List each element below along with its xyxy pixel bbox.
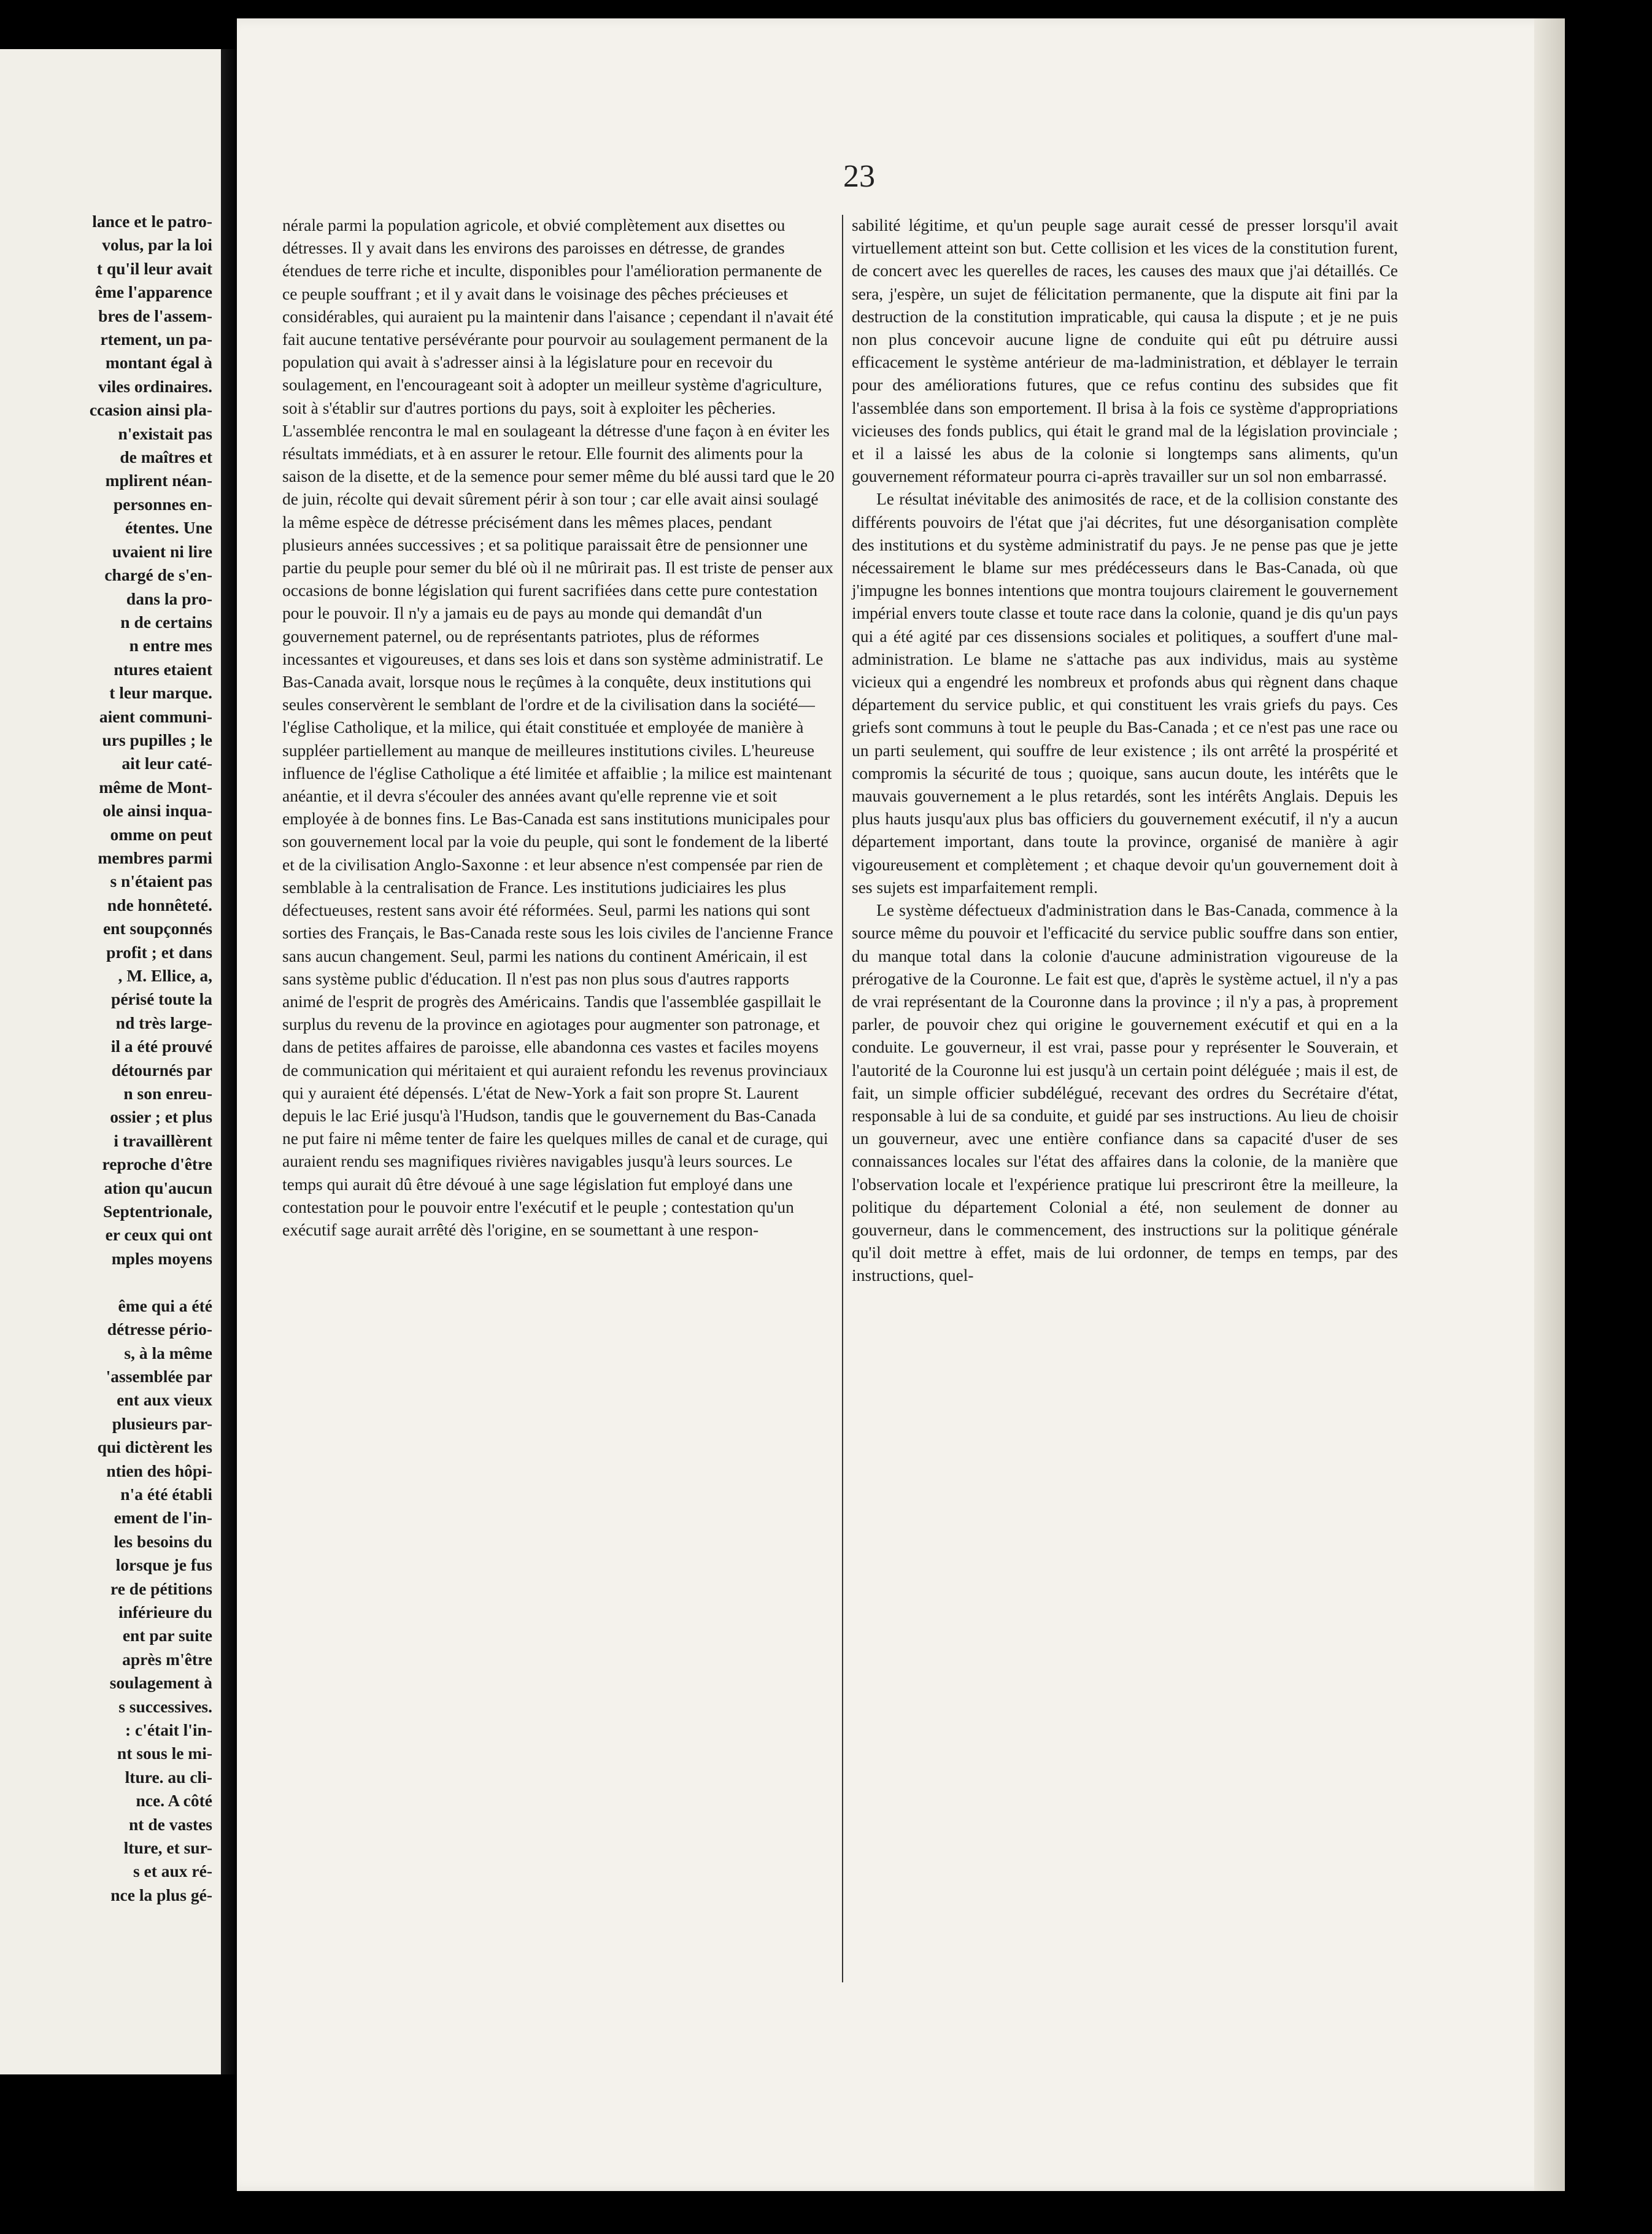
left-fragment-line: n'a été établi bbox=[120, 1484, 212, 1504]
left-fragment-line: ole ainsi inqua- bbox=[102, 801, 212, 821]
left-fragment-line: i travaillèrent bbox=[114, 1131, 212, 1150]
left-fragment-line: les besoins du bbox=[114, 1531, 212, 1551]
left-fragment-line: Septentrionale, bbox=[103, 1202, 212, 1221]
left-fragment-line: ntien des hôpi- bbox=[106, 1461, 212, 1480]
gutter-shadow bbox=[221, 49, 238, 2074]
left-fragment-line: lture, et sur- bbox=[123, 1838, 212, 1858]
text-column-left bbox=[282, 214, 835, 1241]
left-fragment-line: omme on peut bbox=[110, 824, 212, 844]
left-fragment-line: n son enreu- bbox=[123, 1084, 212, 1103]
left-fragment-line: s et aux ré- bbox=[133, 1861, 212, 1881]
left-fragment-line: n de certains bbox=[120, 612, 212, 632]
left-fragment-line: bres de l'assem- bbox=[98, 306, 212, 325]
text-column-right bbox=[852, 214, 1398, 1287]
left-fragment-line: dans la pro- bbox=[126, 589, 212, 608]
left-fragment-line: étentes. Une bbox=[125, 518, 212, 538]
left-fragment-line: lance et le patro- bbox=[92, 212, 212, 231]
left-fragment-line: ccasion ainsi pla- bbox=[89, 400, 212, 420]
page-edge bbox=[1534, 18, 1565, 2191]
left-fragment-line: ent aux vieux bbox=[117, 1390, 212, 1410]
left-page-fragment bbox=[0, 49, 221, 2074]
left-fragment-line: ême qui a été bbox=[118, 1296, 212, 1315]
left-fragment-line: mplirent néan- bbox=[105, 471, 212, 490]
left-fragment-line: chargé de s'en- bbox=[104, 565, 212, 585]
left-fragment-line: lture. au cli- bbox=[125, 1767, 212, 1787]
left-fragment-line: ement de l'in- bbox=[114, 1508, 212, 1528]
left-fragment-line: personnes en- bbox=[113, 494, 212, 514]
left-fragment-line: , M. Ellice, a, bbox=[118, 966, 212, 985]
left-fragment-line: ent par suite bbox=[122, 1626, 212, 1645]
left-fragment-line: nce la plus gé- bbox=[110, 1885, 212, 1904]
left-fragment-line: inférieure du bbox=[118, 1602, 212, 1621]
left-fragment-line: rtement, un pa- bbox=[100, 330, 212, 349]
column-rule bbox=[842, 215, 843, 1982]
paragraph: sabilité légitime, et qu'un peuple sage aurait cessé de presser lorsqu'il avait virtuellement atteint son but. Cette collision et les vices de la constitution furent, de concert avec les querelles de races, les causes des maux que j'ai détaillés. Ce sera, j'espère, un sujet de félicitation permanente, que la dispute ait fini par la destruction de la constitution impraticable, qui causa la dispute ; et je ne puis non plus concevoir aucune ligne de conduite qui eût pu détruire aussi efficacement le système antérieur de ma-ladministration, et déblayer le terrain pour des améliorations futures, que ce refus continu des subsides que fit l'assemblée dans son emportement. Il brisa à la fois ce système d'appropriations vicieuses des fonds publics, qui était le grand mal de la législation provinciale ; et il a laissé les abus de la colonie si longtemps sans aliments, qu'un gouvernement réformateur pourra ci-après travailler sur un sol non embarrassé. bbox=[852, 215, 1398, 486]
left-fragment-line: ossier ; et plus bbox=[110, 1107, 212, 1127]
page-number: 23 bbox=[843, 159, 875, 194]
left-fragment-line: détresse pério- bbox=[107, 1320, 212, 1339]
left-fragment-line: soulagement à bbox=[109, 1673, 212, 1693]
left-fragment-line: 'assemblée par bbox=[106, 1366, 212, 1386]
left-fragment-line: volus, par la loi bbox=[102, 235, 212, 255]
left-fragment-line: qui dictèrent les bbox=[97, 1437, 212, 1457]
left-fragment-line: ait leur caté- bbox=[122, 754, 212, 773]
left-fragment-line: lorsque je fus bbox=[115, 1555, 212, 1575]
left-fragment-line: nce. A côté bbox=[136, 1791, 212, 1811]
left-fragment-line: s, à la même bbox=[124, 1343, 212, 1362]
left-fragment-line: mples moyens bbox=[111, 1248, 212, 1268]
left-fragment-line: après m'être bbox=[122, 1649, 212, 1669]
left-fragment-line: n entre mes bbox=[129, 636, 212, 655]
left-fragment-line: il a été prouvé bbox=[110, 1037, 212, 1056]
left-fragment-line: s n'étaient pas bbox=[110, 872, 212, 891]
left-fragment-line: ation qu'aucun bbox=[104, 1178, 212, 1197]
left-fragment-line bbox=[4, 1270, 212, 1294]
left-fragment-line: n'existait pas bbox=[118, 423, 212, 443]
left-fragment-line: ent soupçonnés bbox=[102, 919, 212, 938]
left-fragment-line: er ceux qui ont bbox=[105, 1225, 212, 1245]
left-fragment-line: re de pétitions bbox=[110, 1579, 212, 1598]
left-fragment-line: nde honnêteté. bbox=[107, 895, 212, 914]
left-fragment-line: : c'était l'in- bbox=[125, 1720, 212, 1739]
left-fragment-line: nd très large- bbox=[115, 1013, 212, 1032]
left-fragment-line: de maîtres et bbox=[120, 447, 212, 467]
paragraph: nérale parmi la population agricole, et obvié complètement aux disettes ou détresses. Il y avait dans les environs des paroisses en détresse, de grandes étendues de terre riche et inculte, disponibles pour l'amélioration permanente de ce peuple souffrant ; et il y avait dans le voisinage des pêches précieuses et considérables, qui auraient pu la maintenir dans l'aisance ; cependant il n'avait été fait aucune tentative persévérante pour pourvoir au soulagement permanent de la population qui avait à s'adresser ainsi à la législature pour en recevoir du soulagement, en l'encourageant soit à adopter un meilleur système d'agriculture, soit à s'établir sur d'autres portions du pays, soit à exploiter les pêcheries. L'assemblée rencontra le mal en soulageant la détresse d'une façon à en éviter les résultats immédiats, et à en assurer le retour. Elle fournit des aliments pour la saison de la disette, et de la semence pour semer même du blé aussi tard que le 20 de juin, récolte qui devait sûrement périr à son tour ; car elle avait ainsi soulagé la même espèce de détresse précisément dans les mêmes places, pendant plusieurs années successives ; et sa politique paraissait être de pensionner une partie du peuple pour semer du blé où il ne mûrirait pas. Il est triste de penser aux occasions de bonne législation qui furent sacrifiées dans cette pure contestation pour le pouvoir. Il n'y a jamais eu de pays au monde qui demandât d'un gouvernement paternel, ou de représentants patriotes, plus de réformes incessantes et vigoureuses, et dans ses lois et dans son système administratif. Le Bas-Canada avait, lorsque nous le reçûmes à la conquête, deux institutions qui seules conservèrent le semblant de l'ordre et de la civilisation dans la société—l'église Catholique, et la milice, qui était constituée et employée de manière à suppléer partiellement au manque de meilleures institutions civiles. L'heureuse influence de l'église Catholique a été limitée et affaiblie ; la milice est maintenant anéantie, et il devra s'écouler des années avant qu'elle reprenne vie et soit employée à de bonnes fins. Le Bas-Canada est sans institutions municipales pour son gouvernement local par la voie du peuple, qui sont le fondement de la liberté et de la civilisation Anglo-Saxonne : et leur absence n'est compensée par rien de semblable à la centralisation de France. Les institutions judiciaires les plus défectueuses, restent sans avoir été réformées. Seul, parmi les nations qui sont sorties des Français, le Bas-Canada reste sous les lois civiles de l'ancienne France sans aucun changement. Seul, parmi les nations du continent Américain, il est sans système public d'éducation. Il n'est pas non plus sous d'autres rapports animé de l'esprit de progrès des Américains. Tandis que l'assemblée gaspillait le surplus du revenu de la province en agiotages pour augmenter son patronage, et dans de petites affaires de paroisse, elle abandonna ces vastes et faciles moyens de communication qui méritaient et qui auraient refondu les revenus provinciaux qui y auraient été dépensés. L'état de New-York a fait son propre St. Laurent depuis le lac Erié jusqu'à l'Hudson, tandis que le gouvernement du Bas-Canada ne put faire ni même tenter de faire les quelques milles de canal et de curage, qui auraient rendu ses magnifiques rivières navigables jusqu'à leurs sources. Le temps qui aurait dû être dévoué à une sage législation fut employé dans une contestation pour le pouvoir entre l'exécutif et le peuple ; contestation qu'un exécutif sage aurait arrêté dès l'origine, en se soumettant à une respon- bbox=[282, 215, 835, 1239]
paragraph: Le résultat inévitable des animosités de race, et de la collision constante des différents pouvoirs de l'état que j'ai décrites, fut une désorganisation complète des institutions et du système administratif du pays. Je ne pense pas que je jette nécessairement le blame sur mes prédécesseurs dans le Bas-Canada, où que j'impugne les bonnes intentions que montra toujours clairement le gouvernement impérial envers toute classe et toute race dans la colonie, quand je dis qu'un pays qui a été agité par ces dissensions sociales et politiques, a souffert d'une mal-administration. Le blame ne s'attache pas aux individus, mais au système vicieux qui a engendré les nombreux et profonds abus qui règnent dans chaque département du service public, et qui constituent les vrais griefs du pays. Ces griefs sont communs à tout le peuple du Bas-Canada ; et ce n'est pas une race ou un parti seulement, qui souffre de leur existence ; ils ont arrêté la prospérité et compromis la sécurité de tous ; quoique, sans aucun doute, les intérêts que le mauvais gouvernement a le plus retardés, sont les intérêts Anglais. Depuis les plus hauts jusqu'aux plus bas officiers du gouvernement exécutif, il n'y a aucun département important, dans toute la province, organisé de manière à agir vigoureusement et complètement ; et chaque devoir qu'un gouvernement doit à ses sujets est imparfaitement rempli. bbox=[852, 489, 1398, 897]
left-fragment-line: plusieurs par- bbox=[112, 1413, 212, 1433]
left-fragment-line: ntures etaient bbox=[114, 659, 212, 679]
left-fragment-line: nt sous le mi- bbox=[117, 1744, 212, 1763]
left-fragment-line: détournés par bbox=[111, 1060, 212, 1080]
left-fragment-line: t qu'il leur avait bbox=[96, 258, 212, 278]
paragraph: Le système défectueux d'administration dans le Bas-Canada, commence à la source même du pouvoir et l'efficacité du service public souffre dans son entier, du manque total dans la colonie d'aucune administration vigoureuse de la prérogative de la Couronne. Le fait est que, d'après le système actuel, il n'y a pas de vrai représentant de la Couronne dans la province ; il n'y a pas, à proprement parler, de pouvoir chez qui origine le gouvernement exécutif et qui en a la conduite. Le gouverneur, il est vrai, passe pour y représenter le Souverain, et l'autorité de la Couronne lui est jusqu'à un certain point déléguée ; mais il est, de fait, un simple officier subdélégué, recevant des ordres du Secrétaire d'état, responsable à lui de sa conduite, et guidé par ses instructions. Au lieu de choisir un gouverneur, avec une entière confiance dans sa capacité d'user de ses connaissances locales sur l'état des affaires dans la colonie, de la manière que l'observation locale et l'expérience pratique lui prescriront être la meilleure, la politique du département Colonial a été, non seulement de donner au gouverneur, dans le commencement, des instructions sur la politique générale qu'il doit mettre à effet, mais de lui ordonner, de temps en temps, par des instructions, quel- bbox=[852, 900, 1398, 1285]
left-fragment-line: membres parmi bbox=[98, 848, 212, 867]
left-fragment-line: t leur marque. bbox=[109, 683, 212, 703]
left-fragment-line: aient communi- bbox=[99, 706, 212, 726]
left-page-text bbox=[4, 210, 212, 1907]
left-fragment-line: reproche d'être bbox=[102, 1154, 212, 1174]
left-fragment-line: nt de vastes bbox=[129, 1814, 212, 1834]
left-fragment-line: même de Mont- bbox=[99, 777, 212, 797]
left-fragment-line: profit ; et dans bbox=[106, 942, 212, 962]
left-fragment-line: urs pupilles ; le bbox=[102, 730, 212, 749]
left-fragment-line: périsé toute la bbox=[111, 989, 212, 1009]
left-fragment-line: ême l'apparence bbox=[95, 282, 212, 302]
left-fragment-line: montant égal à bbox=[105, 353, 212, 373]
left-fragment-line: s successives. bbox=[118, 1696, 212, 1716]
left-fragment-line: uvaient ni lire bbox=[112, 541, 212, 561]
left-fragment-line: viles ordinaires. bbox=[98, 376, 212, 396]
